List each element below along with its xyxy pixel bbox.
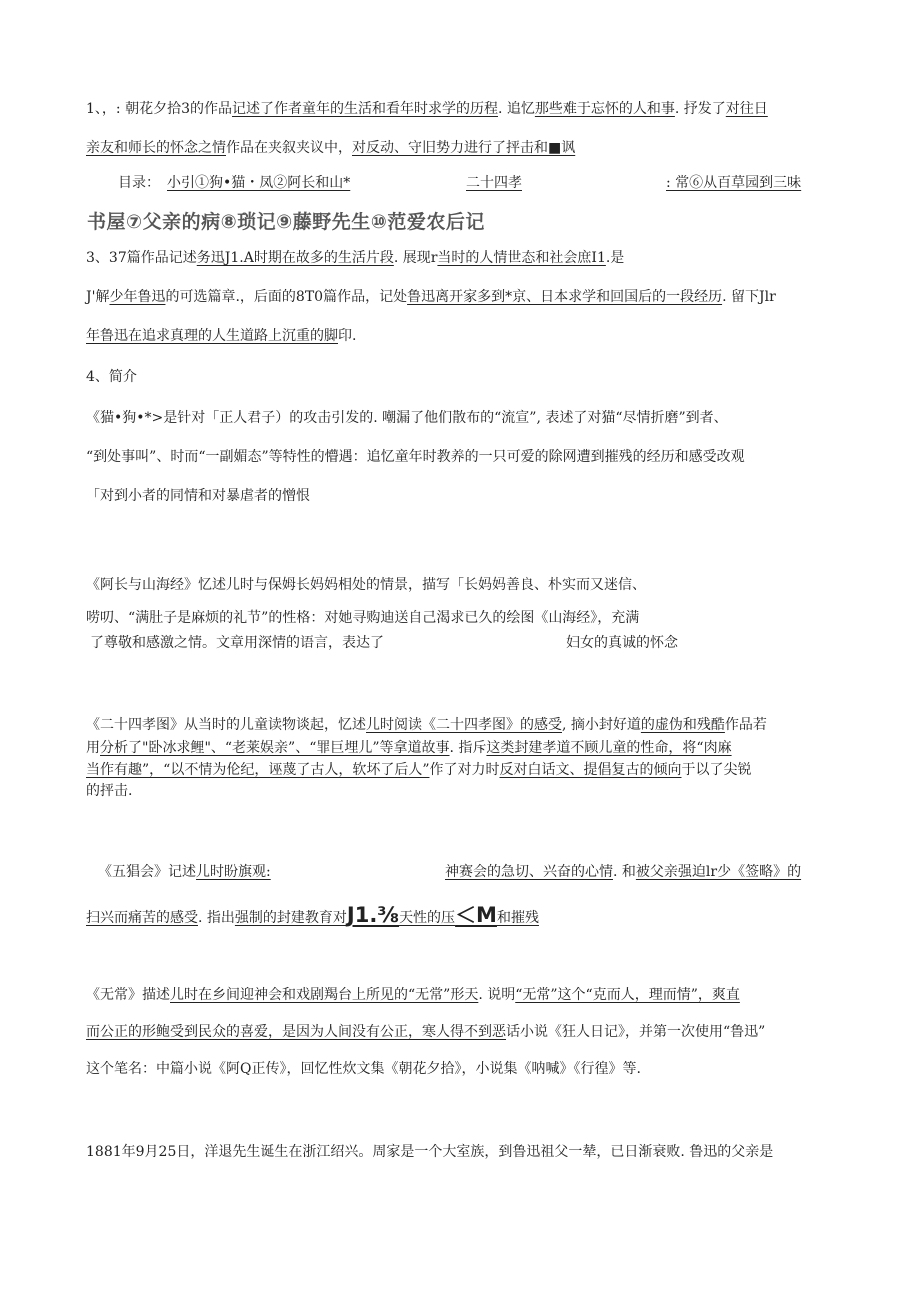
toc-heading: 书屋⑦父亲的病⑧琐记⑨藤野先生⑩范爱农后记 bbox=[87, 211, 485, 233]
toc-part-1: 小引①狗•猫・凤②阿长和山* bbox=[167, 175, 351, 191]
wuchang-line-1 bbox=[86, 985, 740, 1005]
toc-part-3: : 常⑥从百草园到三味 bbox=[666, 175, 802, 191]
underlined-text: 儿时盼旗观: bbox=[196, 864, 271, 880]
text-run: . 指出 bbox=[198, 910, 235, 926]
text-run: 印. bbox=[338, 328, 357, 344]
section3-line-2 bbox=[86, 287, 776, 307]
text-run: J'解 bbox=[86, 289, 110, 305]
underlined-text: 记述了作者童年的生活和看年时求学的历程 bbox=[231, 101, 498, 117]
text-run: .是 bbox=[605, 250, 625, 266]
toc-label: 目录： bbox=[118, 175, 160, 191]
text-run: . 指斥 bbox=[449, 740, 487, 756]
underlined-text: 对反动、守旧势力进行了抨击和■讽 bbox=[352, 140, 576, 156]
underlined-text: 对往日 bbox=[725, 101, 768, 117]
underlined-text: 强制的封建教育对 bbox=[234, 910, 347, 926]
achang-line-3a: 了尊敬和感激之情。文章用深情的语言，表达了 bbox=[90, 635, 384, 651]
underlined-text: 和摧残 bbox=[496, 910, 539, 926]
underlined-text: 鲁迅离开家多到*京、日本求学和回国后的一段经历 bbox=[407, 289, 723, 305]
underlined-text: 年鲁迅在追求真理的人生道路上沉重的脚 bbox=[86, 328, 338, 344]
text-run: 于以了尖锐 bbox=[681, 762, 752, 778]
xiao-line-1 bbox=[86, 715, 767, 735]
section3-line-1 bbox=[86, 248, 624, 268]
underlined-text: 这类封建孝道不顾儿童的性命，将“肉麻 bbox=[486, 740, 732, 756]
text-run: . 抒发了 bbox=[674, 101, 726, 117]
underlined-text: 而公正的形鲍受到民众的喜爱，是因为人间没有公正，寒人得不到恶 bbox=[86, 1024, 506, 1040]
text-run: , 摘小封好道 bbox=[562, 717, 641, 733]
text-run: 用 bbox=[86, 740, 100, 756]
underlined-text: 被父亲强迫lr少《签略》的 bbox=[635, 864, 802, 880]
achang-line-1: 《阿长与山海经》忆述儿时与保姆长妈妈相处的情景，描写「长妈妈善良、朴实而又迷信、 bbox=[86, 577, 646, 593]
cat-line-1: 《猫•狗•*>是针对「正人君子）的攻击引发的. 嘲漏了他们散布的“流宣”, 表述了对猫“尽情折磨”到者、 bbox=[86, 410, 728, 426]
text-run: 3、37篇作品记述 bbox=[86, 250, 197, 266]
underlined-text: J1.⅜ bbox=[346, 903, 400, 927]
text-run: 的可选篇章.，后面的8T0篇作品，记处 bbox=[165, 289, 408, 305]
text-run: . 展现r bbox=[393, 250, 438, 266]
section3-line-3 bbox=[86, 326, 356, 346]
underlined-text: 分析了"卧冰求鲤"、“老莱娱亲”、“罪巨埋儿”等拿道故事 bbox=[100, 740, 450, 756]
text-run: 话小说《狂人日记》，并第一次使用“鲁迅” bbox=[506, 1024, 766, 1040]
underlined-text: 当作有趣”，“以不情为伦纪，诬蔑了古人，软坏了后人” bbox=[86, 762, 430, 778]
intro-line-1 bbox=[86, 99, 768, 119]
underlined-text: 儿时阅读《二十四孝图》的感受 bbox=[366, 717, 562, 733]
text-run: . 和 bbox=[613, 864, 636, 880]
underlined-text: 儿时在乡间迎神会和戏剧羯台上所见的“无常”形天 bbox=[170, 987, 479, 1003]
text-run: 作品若 bbox=[724, 717, 767, 733]
text-run: 《五猖会》记述 bbox=[98, 864, 196, 880]
text-run: 《无常》描述 bbox=[86, 987, 170, 1003]
underlined-text: 天性的压 bbox=[399, 910, 456, 926]
xiao-line-3 bbox=[86, 760, 751, 780]
intro-line-2 bbox=[86, 138, 575, 158]
wuchanghui-line-1b bbox=[445, 862, 801, 882]
text-run: . 留下Jlr bbox=[722, 289, 776, 305]
underlined-text: 那些难于忘怀的人和事 bbox=[534, 101, 675, 117]
wuchanghui-line-2 bbox=[86, 902, 539, 931]
achang-line-2: 唠叨、“满肚子是麻烦的礼节”的性格：对她寻购迪送自己渴求已久的绘图《山海经》，充满 bbox=[86, 610, 640, 626]
text-run: 1、，: 朝花夕拾3的作品 bbox=[86, 101, 232, 117]
text-run: 作品在夹叙夹议中， bbox=[226, 140, 352, 156]
underlined-text: 的虚伪和残酷 bbox=[640, 717, 725, 733]
wuchanghui-line-1 bbox=[98, 862, 271, 882]
cat-line-2: “到处事叫”、时而“一副媚态”等特性的懵遇：追忆童年时教养的一只可爱的除网遭到摧残的经历和感受改观 bbox=[86, 449, 745, 465]
text-run: . 说明 bbox=[478, 987, 516, 1003]
underlined-text: 亲友和师长的怀念之情 bbox=[86, 140, 226, 156]
bio-line-1: 1881年9月25日，洋退先生诞生在浙江绍兴。周家是一个大室族，到鲁迅祖父一辇，已日渐衰败. 鲁迅的父亲是 bbox=[86, 1144, 774, 1160]
underlined-text: ＜M bbox=[455, 903, 497, 927]
xiao-line-2 bbox=[86, 738, 732, 758]
toc-part-2: 二十四孝 bbox=[466, 175, 522, 191]
underlined-text: 神赛会的急切、兴奋的心情 bbox=[445, 864, 613, 880]
underlined-text: 扫兴而痛苦的感受 bbox=[86, 910, 198, 926]
underlined-text: “无常”这个“克而人，理而情”，爽直 bbox=[515, 987, 740, 1003]
underlined-text: 当时的人情世态和社会庶I1 bbox=[437, 250, 606, 266]
wuchang-line-2 bbox=[86, 1022, 765, 1042]
achang-line-3b: 妇女的真诚的怀念 bbox=[566, 635, 678, 651]
underlined-text: 反对白话文、提倡复古的倾向 bbox=[499, 762, 682, 778]
text-run: 《二十四孝图》从当时的儿童读物谈起，忆述 bbox=[86, 717, 366, 733]
text-run: . 追忆 bbox=[497, 101, 535, 117]
xiao-line-4: 的抨击. bbox=[86, 783, 133, 799]
underlined-text: 少年鲁迅 bbox=[109, 289, 166, 305]
cat-line-3: 「对到小者的同情和对暴虐者的憎恨 bbox=[86, 488, 310, 504]
underlined-text: 务迅J1.A时期在故多的生活片段 bbox=[196, 250, 394, 266]
wuchang-line-3: 这个笔名：中篇小说《阿Q正传》，回忆性炊文集《朝花夕拾》，小说集《呐喊》《行徨》等. bbox=[86, 1061, 641, 1077]
section4-title: 4、简介 bbox=[86, 369, 137, 385]
text-run: 作了对力时 bbox=[429, 762, 500, 778]
